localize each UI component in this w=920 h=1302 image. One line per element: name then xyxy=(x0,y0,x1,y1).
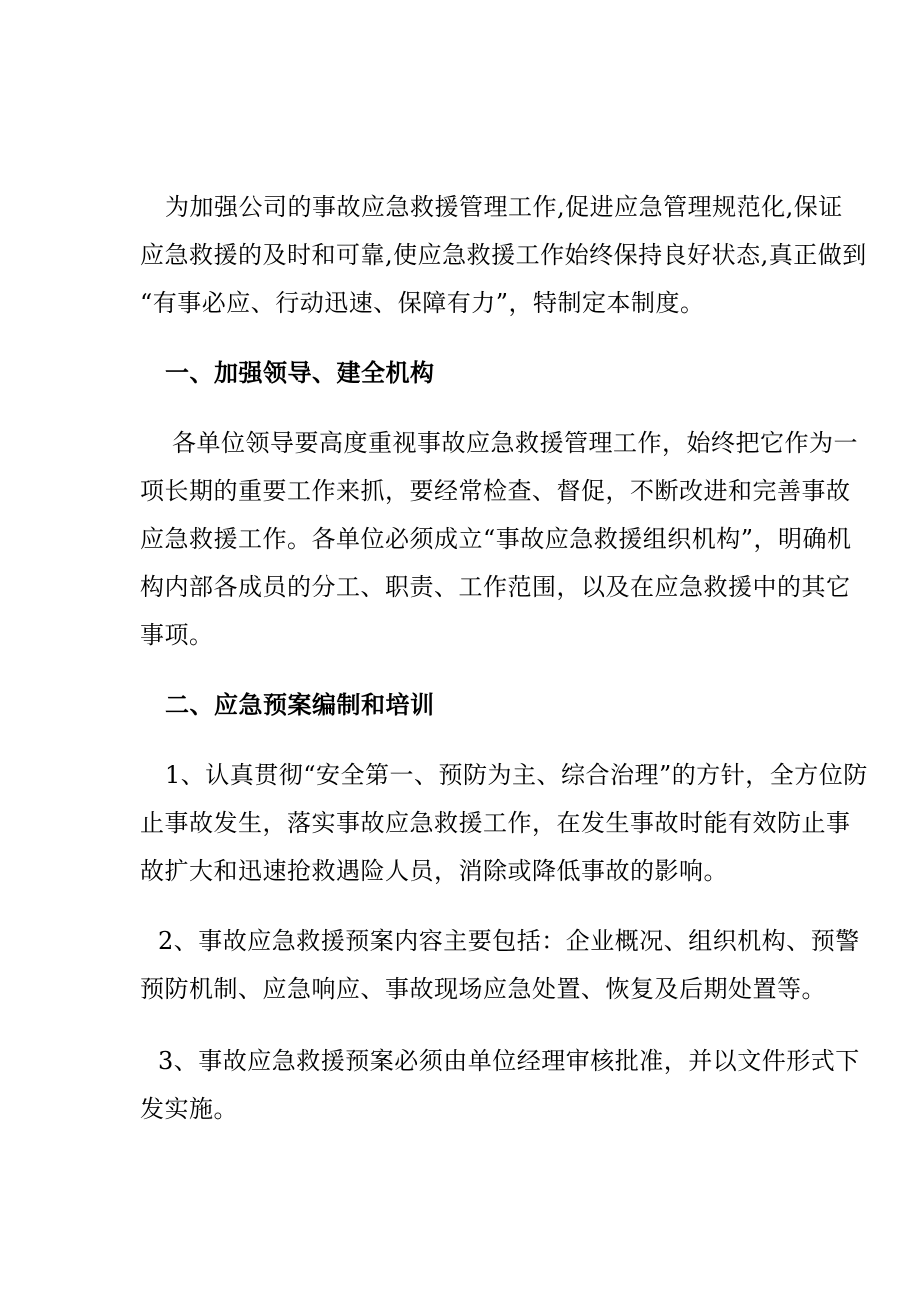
item3-line-2: 发实施。 xyxy=(140,1095,238,1123)
intro-line-3: “有事必应、行动迅速、保障有力”，特制定本制度。 xyxy=(140,289,705,317)
intro-line-2: 应急救援的及时和可靠,使应急救援工作始终保持良好状态,真正做到 xyxy=(140,241,867,269)
section1-line-2: 项长期的重要工作来抓，要经常检查、督促，不断改进和完善事故 xyxy=(140,477,851,505)
item1-line-3: 故扩大和迅速抢救遇险人员，消除或降低事故的影响。 xyxy=(140,857,728,885)
item2-line-2: 预防机制、应急响应、事故现场应急处置、恢复及后期处置等。 xyxy=(140,975,826,1003)
item3-line-1: 3、事故应急救援预案必须由单位经理审核批准，并以文件形式下 xyxy=(158,1047,860,1075)
section1-line-1: 各单位领导要高度重视事故应急救援管理工作，始终把它作为一 xyxy=(172,429,858,457)
section1-line-3: 应急救援工作。各单位必须成立“事故应急救援组织机构”，明确机 xyxy=(140,525,852,553)
section1-line-5: 事项。 xyxy=(140,621,214,649)
section1-heading: 一、加强领导、建全机构 xyxy=(165,358,435,387)
item1-line-1: 1、认真贯彻“安全第一、预防为主、综合治理”的方针，全方位防 xyxy=(165,761,868,789)
intro-line-1: 为加强公司的事故应急救援管理工作,促进应急管理规范化,保证 xyxy=(165,193,843,221)
item1-line-2: 止事故发生，落实事故应急救援工作，在发生事故时能有效防止事 xyxy=(140,809,851,837)
section1-line-4: 构内部各成员的分工、职责、工作范围，以及在应急救援中的其它 xyxy=(140,573,851,601)
item2-line-1: 2、事故应急救援预案内容主要包括：企业概况、组织机构、预警 xyxy=(158,927,860,955)
section2-heading: 二、应急预案编制和培训 xyxy=(165,690,435,719)
